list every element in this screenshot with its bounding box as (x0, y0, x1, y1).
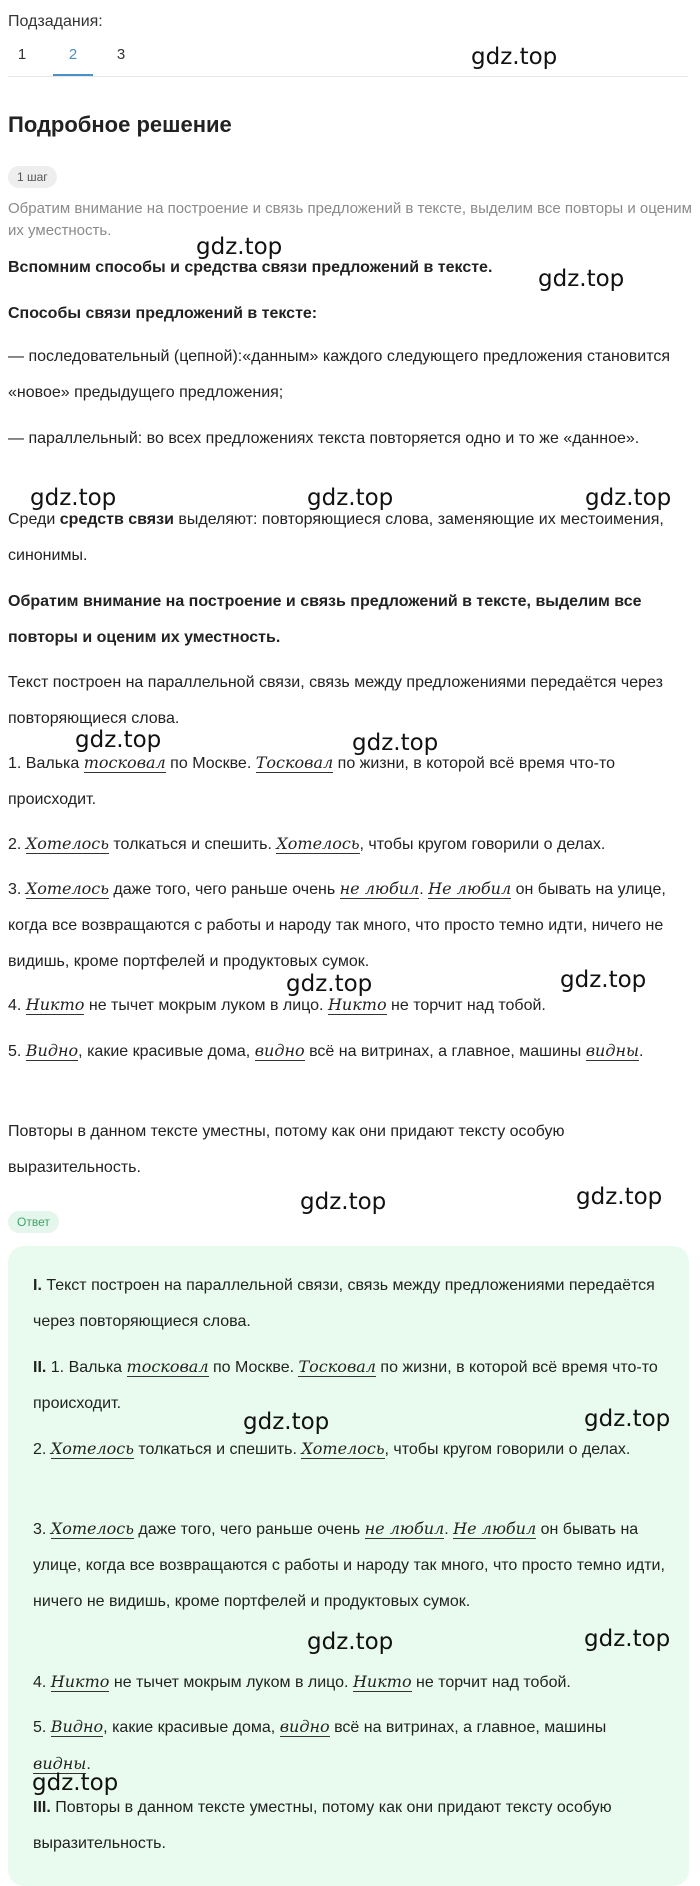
sentence-number: 2. (8, 836, 26, 853)
highlighted-word: Хотелось (25, 879, 109, 898)
tab-subtask-2[interactable]: 2 (53, 44, 93, 76)
method-sequential: — последовательный (цепной):«данным» каждого следующего предложения становится «новое» предыдущего предложения; (8, 348, 671, 401)
highlighted-word: Хотелось (50, 1519, 134, 1538)
sentence-text: по Москве. (208, 1359, 299, 1376)
highlighted-word: не любил (364, 1519, 445, 1538)
sentence-text: , чтобы кругом говорили о делах. (384, 1441, 631, 1458)
sentence-text: . (444, 1521, 454, 1538)
sentence-text: он бывать на улице, когда все возвращаются с работы и народу так много, что просто темно идти, ничего не видишь, кроме портфелей и продуктовых сумок. (33, 1521, 665, 1610)
answer-part-number: III. (33, 1799, 56, 1816)
answer-sentence-4 (33, 1664, 668, 1701)
sentence-number: 1. Валька (50, 1359, 127, 1376)
tabs-divider (8, 76, 688, 77)
sentence-text: по жизни, в которой всё время что-то происходит. (33, 1359, 658, 1412)
remember-heading: Вспомним способы и средства связи предложений в тексте. (8, 259, 493, 276)
highlighted-word: Тосковал (255, 753, 334, 772)
attention-heading: Обратим внимание на построение и связь предложений в тексте, выделим все повторы и оценим их уместность. (8, 593, 642, 646)
highlighted-word: Хотелось (50, 1439, 134, 1458)
sentence-text: не торчит над тобой. (386, 997, 546, 1014)
highlighted-word: Не любил (453, 1519, 537, 1538)
answer-part-1 (33, 1268, 668, 1340)
sentence-number: 5. (33, 1719, 51, 1736)
sentence-4 (8, 987, 694, 1024)
highlighted-word: Не любил (428, 879, 512, 898)
sentence-text: даже того, чего раньше очень (108, 881, 340, 898)
watermark: gdz.top (560, 967, 647, 993)
highlighted-word: Никто (25, 995, 85, 1014)
sentence-number: 5. (8, 1043, 26, 1060)
means-bold: средств связи (59, 511, 174, 528)
methods-title: Способы связи предложений в тексте: (8, 305, 318, 322)
watermark: gdz.top (243, 1409, 330, 1435)
answer-sentence-2 (33, 1431, 668, 1468)
sentence-number: 3. (33, 1521, 51, 1538)
watermark: gdz.top (75, 727, 162, 753)
watermark: gdz.top (538, 266, 625, 292)
sentence-text: , какие красивые дома, (78, 1043, 255, 1060)
answer-sentence-1 (33, 1349, 668, 1422)
watermark: gdz.top (307, 1629, 394, 1655)
highlighted-word: Видно (50, 1717, 104, 1736)
answer-part-number: I. (33, 1277, 47, 1294)
sentence-number: 4. (8, 997, 26, 1014)
highlighted-word: видно (279, 1717, 330, 1736)
highlighted-word: Хотелось (276, 834, 360, 853)
sentence-text: всё на витринах, а главное, машины (329, 1719, 607, 1736)
sentence-text: не торчит над тобой. (411, 1674, 571, 1691)
watermark: gdz.top (300, 1189, 387, 1215)
tab-subtask-3[interactable]: 3 (116, 46, 126, 63)
sentence-number: 2. (33, 1441, 51, 1458)
sentence-text: . (419, 881, 429, 898)
watermark: gdz.top (307, 485, 394, 511)
sentence-text: , чтобы кругом говорили о делах. (359, 836, 606, 853)
watermark: gdz.top (30, 485, 117, 511)
sentence-2 (8, 826, 694, 863)
sentence-text: по Москве. (165, 755, 256, 772)
highlighted-word: тосковал (126, 1357, 209, 1376)
method-parallel: — параллельный: во всех предложениях текста повторяется одно и то же «данное». (8, 430, 640, 447)
answer-part-3 (33, 1790, 668, 1862)
page-title: Подробное решение (8, 112, 232, 137)
watermark: gdz.top (352, 730, 439, 756)
tab-subtask-1[interactable]: 1 (17, 46, 27, 63)
answer-badge: Ответ (8, 1211, 59, 1233)
watermark: gdz.top (286, 971, 373, 997)
sentence-text: по жизни, в которой всё время что-то происходит. (8, 755, 616, 808)
sentence-number: 4. (33, 1674, 51, 1691)
sentence-text: . (639, 1043, 644, 1060)
watermark: gdz.top (471, 44, 558, 70)
watermark: gdz.top (585, 485, 672, 511)
highlighted-word: не любил (339, 879, 420, 898)
sentence-text: толкаться и спешить. (133, 1441, 302, 1458)
sentence-5 (8, 1033, 694, 1070)
highlighted-word: видны (33, 1754, 87, 1773)
answer-part-number: II. (33, 1359, 51, 1376)
means-post: выделяют: повторяющиеся слова, заменяющие их местоимения, синонимы. (8, 511, 664, 564)
highlighted-word: Видно (25, 1041, 79, 1060)
highlighted-word: Тосковал (298, 1357, 376, 1376)
answer-text: Текст построен на параллельной связи, связь между предложениями передаётся через повторяющиеся слова. (33, 1277, 655, 1330)
answer-sentence-3 (33, 1511, 668, 1620)
highlighted-word: видны (585, 1041, 640, 1060)
highlighted-word: видно (254, 1041, 305, 1060)
sentence-text: , какие красивые дома, (103, 1719, 280, 1736)
watermark: gdz.top (32, 1770, 119, 1796)
sentence-text: толкаться и спешить. (108, 836, 277, 853)
sentence-text: он бывать на улице, когда все возвращаются с работы и народу так много, что просто темно идти, ничего не видишь, кроме портфелей и продуктовых сумок. (8, 881, 666, 970)
sentence-3 (8, 871, 694, 980)
answer-text: Повторы в данном тексте уместны, потому как они придают тексту особую выразительность. (33, 1799, 612, 1852)
answer-sentence-5 (33, 1709, 668, 1783)
sentence-1 (8, 745, 694, 818)
watermark: gdz.top (576, 1184, 663, 1210)
sentence-text: даже того, чего раньше очень (133, 1521, 365, 1538)
sentence-text: всё на витринах, а главное, машины (304, 1043, 586, 1060)
highlighted-word: Хотелось (25, 834, 109, 853)
sentence-text: . (86, 1756, 91, 1773)
means-pre: Среди (8, 511, 60, 528)
means-paragraph (8, 502, 694, 574)
sentence-text: не тычет мокрым луком в лицо. (109, 1674, 353, 1691)
watermark: gdz.top (584, 1406, 671, 1432)
highlighted-word: Хотелось (301, 1439, 385, 1458)
highlighted-word: тосковал (83, 753, 166, 772)
step-badge: 1 шаг (8, 166, 57, 188)
watermark: gdz.top (196, 234, 283, 260)
step-intro: Обратим внимание на построение и связь предложений в тексте, выделим все повторы и оценим их уместность. (8, 200, 692, 239)
sentence-number: 1. Валька (8, 755, 84, 772)
subtasks-label: Подзадания: (8, 13, 103, 30)
watermark: gdz.top (584, 1626, 671, 1652)
sentence-text: не тычет мокрым луком в лицо. (84, 997, 328, 1014)
sentence-number: 3. (8, 881, 26, 898)
conclusion: Повторы в данном тексте уместны, потому как они придают тексту особую выразительность. (8, 1123, 565, 1176)
highlighted-word: Никто (327, 995, 387, 1014)
text-built: Текст построен на параллельной связи, связь между предложениями передаётся через повторяющиеся слова. (8, 674, 663, 727)
highlighted-word: Никто (50, 1672, 110, 1691)
highlighted-word: Никто (352, 1672, 412, 1691)
